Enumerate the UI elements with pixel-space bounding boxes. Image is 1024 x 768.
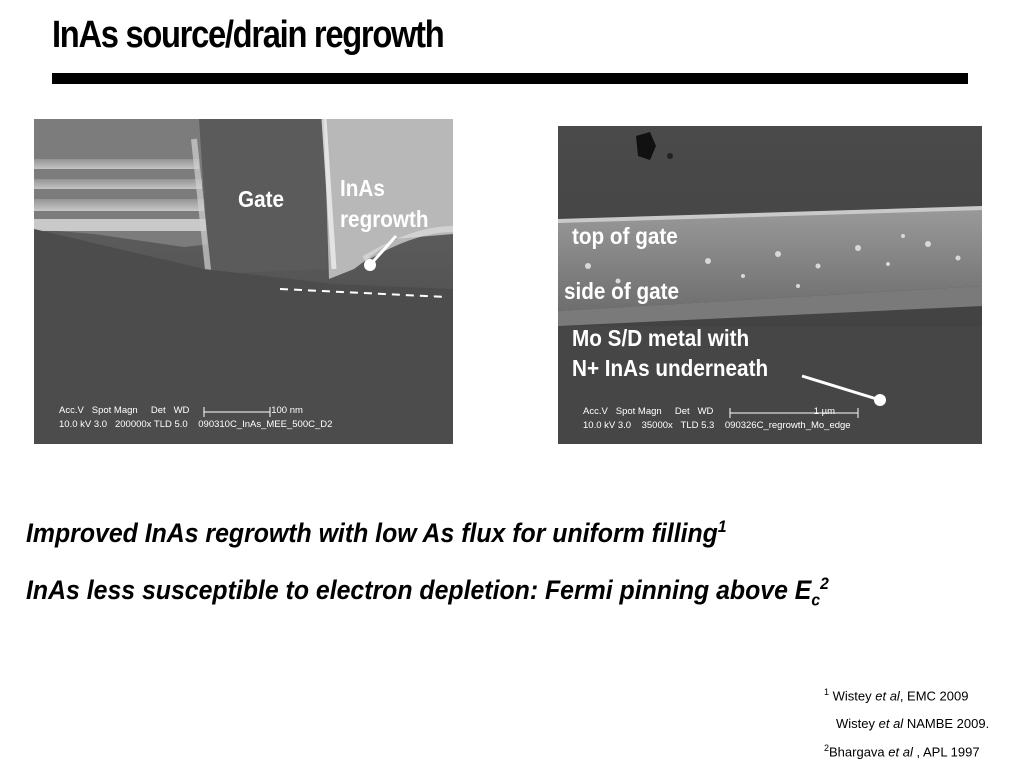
label-mo-line2: N+ InAs underneath [572,355,769,381]
bullet-depletion-text: InAs less susceptible to electron depletion: Fermi pinning above E [26,575,812,605]
sem-info-line1: Acc.V Spot Magn Det WD 100 nm [59,405,303,416]
reference-3-author: Bhargava [829,744,889,760]
label-inas-line2: regrowth [340,206,429,232]
reference-2 [836,716,989,731]
bullet-depletion [26,574,829,610]
reference-2-author: Wistey [836,716,879,731]
reference-1-etal: et al [875,688,900,704]
slide-title: InAs source/drain regrowth [52,14,444,56]
label-mo-line1: Mo S/D metal with [572,325,750,351]
reference-2-venue: NAMBE 2009. [903,716,990,731]
bullet-regrowth [26,518,727,549]
sem-info-line1: Acc.V Spot Magn Det WD 1 µm [583,406,836,417]
reference-1-marker: 1 [824,687,830,697]
label-top-of-gate: top of gate [572,223,678,249]
sem-image-mo-edge [558,126,982,444]
reference-3-etal: et al [888,744,913,760]
bullet-regrowth-text: Improved InAs regrowth with low As flux for uniform filling [26,518,718,548]
bullet-depletion-subscript: c [811,590,821,610]
sem-image-gate-cross-section [34,119,453,444]
label-inas-line1: InAs [340,175,385,201]
bullet-regrowth-ref: 1 [717,517,727,536]
sem-info-line2: 10.0 kV 3.0 200000x TLD 5.0 090310C_InAs_MEE_500C_D2 [59,419,333,430]
label-side-of-gate: side of gate [564,278,680,304]
reference-3-marker: 2 [824,743,830,753]
title-divider [52,73,968,84]
reference-1-venue: , EMC 2009 [899,688,969,704]
reference-3 [824,743,980,759]
sem-info-line2: 10.0 kV 3.0 35000x TLD 5.3 090326C_regrowth_Mo_edge [583,420,851,431]
bullet-depletion-ref: 2 [820,574,829,593]
reference-1 [824,687,968,703]
reference-1-author: Wistey [829,688,876,704]
reference-3-venue: , APL 1997 [912,744,980,760]
reference-2-etal: et al [878,716,904,731]
label-gate: Gate [238,186,285,212]
sem-left-graphic [34,119,453,444]
